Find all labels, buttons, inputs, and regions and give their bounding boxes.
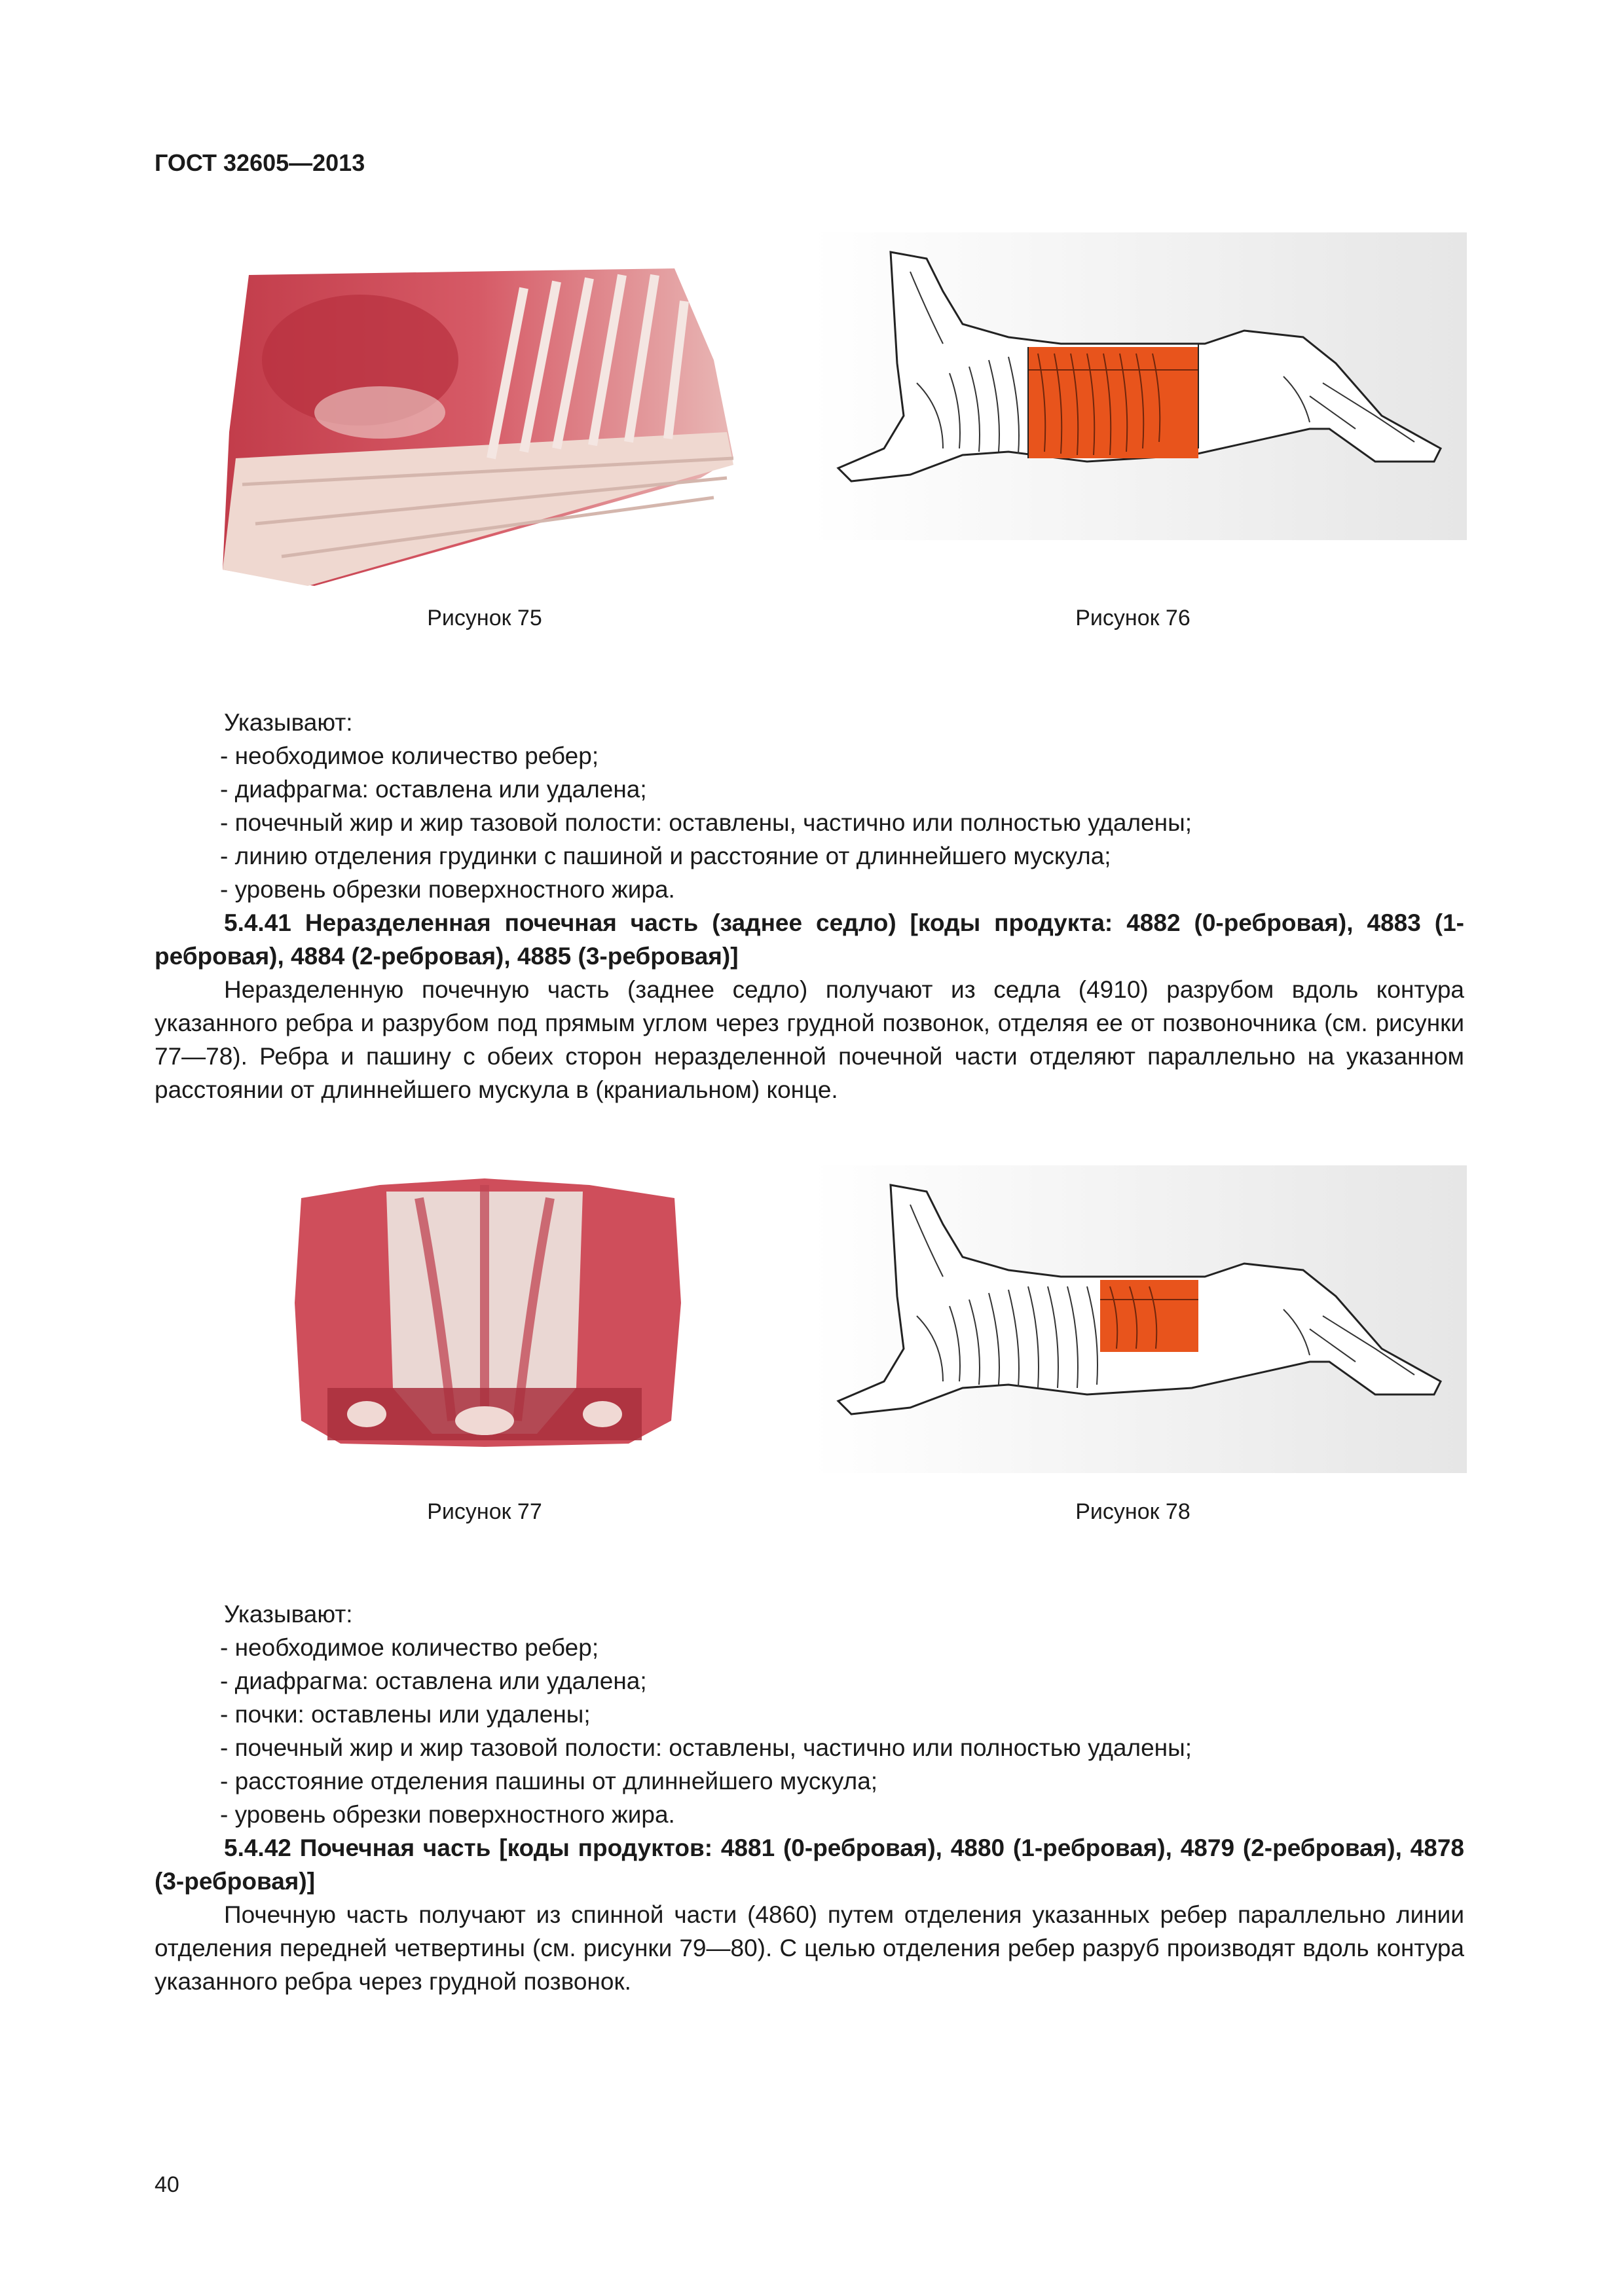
figure-78-caption: Рисунок 78 (1075, 1499, 1190, 1524)
specify-lead: Указывают: (224, 709, 353, 736)
section-5442-body: Почечную часть получают из спинной части (4860) путем отделения указанных ребер параллельно линии отделения передней четвертины (см. рисунки 79—80). С целью отделения ребер разруб производят вдоль контура указанного ребра через грудной позвонок. (155, 1901, 1464, 1995)
list-item: - необходимое количество ребер; (220, 1634, 599, 1661)
section-5442-heading: 5.4.42 Почечная часть [коды продуктов: 4881 (0-ребровая), 4880 (1-ребровая), 4879 (2-ребровая), 4878 (3-ребровая)] (155, 1834, 1464, 1895)
list-item: - диафрагма: оставлена или удалена; (220, 776, 647, 803)
figure-75-meat-photo (216, 262, 760, 596)
document-code: ГОСТ 32605—2013 (155, 149, 365, 176)
list-item: - необходимое количество ребер; (220, 742, 599, 769)
specify-lead: Указывают: (224, 1601, 353, 1628)
figure-75-caption: Рисунок 75 (427, 606, 542, 630)
list-item: - почечный жир и жир тазовой полости: оставлены, частично или полностью удалены; (220, 809, 1192, 836)
figure-77-caption: Рисунок 77 (427, 1499, 542, 1524)
section-5441-body: Неразделенную почечную часть (заднее седло) получают из седла (4910) разрубом вдоль контура указанного ребра и разрубом под прямым углом через грудной позвонок, отделяя ее от позвоночника (см. рисунки 77—78). Ребра и пашину с обеих сторон неразделенной почечной части отделяют параллельно на указанном расстоянии от длиннейшего мускула в (краниальном) конце. (155, 976, 1464, 1103)
list-item: - расстояние отделения пашины от длиннейшего мускула; (220, 1768, 878, 1795)
list-item: - почечный жир и жир тазовой полости: оставлены, частично или полностью удалены; (220, 1734, 1192, 1761)
page-number: 40 (155, 2172, 179, 2197)
figure-78-carcass-diagram (812, 1165, 1467, 1473)
specification-block-1 (155, 706, 1464, 1106)
list-item: - линию отделения грудинки с пашиной и расстояние от длиннейшего мускула; (220, 843, 1111, 869)
figure-76-carcass-diagram (812, 232, 1467, 540)
section-5441-heading: 5.4.41 Неразделенная почечная часть (заднее седло) [коды продукта: 4882 (0-ребровая), 4883 (1-ребровая), 4884 (2-ребровая), 4885 (3-ребровая)] (155, 909, 1464, 970)
list-item: - почки: оставлены или удалены; (220, 1701, 591, 1728)
list-item: - уровень обрезки поверхностного жира. (220, 1801, 675, 1828)
list-item: - уровень обрезки поверхностного жира. (220, 876, 675, 903)
specification-block-2 (155, 1597, 1464, 1998)
list-item: - диафрагма: оставлена или удалена; (220, 1667, 647, 1694)
figure-76-caption: Рисунок 76 (1075, 606, 1190, 630)
figure-77-meat-photo (288, 1172, 681, 1453)
